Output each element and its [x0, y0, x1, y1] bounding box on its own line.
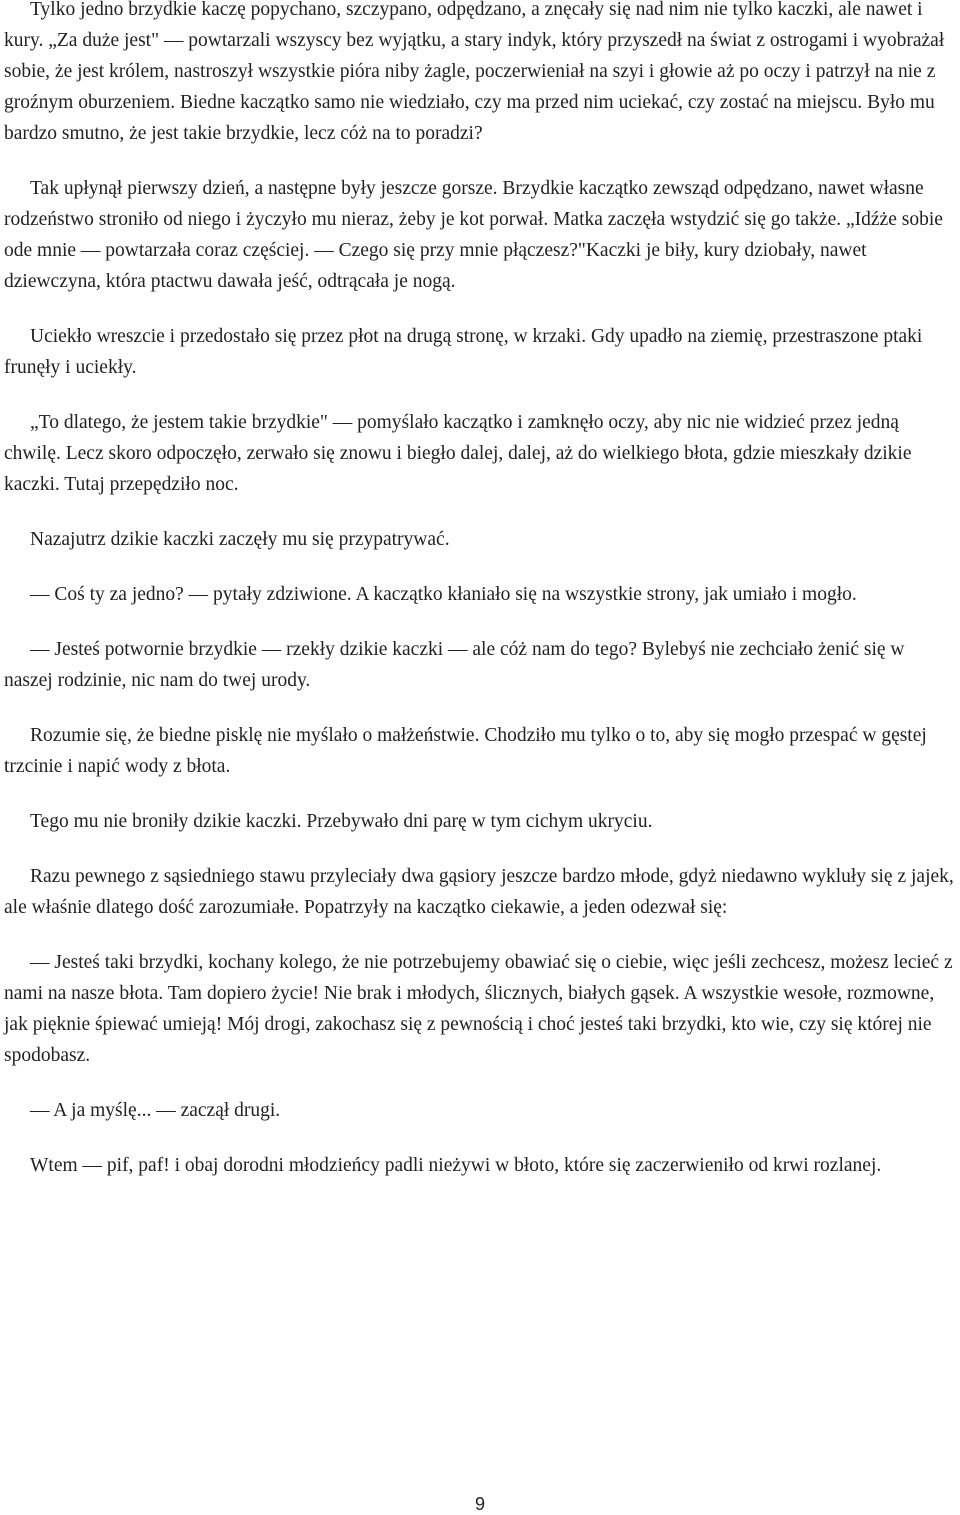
paragraph-3: Uciekło wreszcie i przedostało się przez płot na drugą stronę, w krzaki. Gdy upadło na ziemię, przestraszone ptaki frunęły i uciekły. [4, 326, 923, 378]
paragraph-4: „To dlatego, że jestem takie brzydkie" — pomyślało kaczątko i zamknęło oczy, aby nic nie widzieć przez jedną chwilę. Lecz skoro odpoczęło, zerwało się znowu i biegło dalej, dalej, aż do wielkiego błota, gdzie mieszkały dzikie kaczki. Tutaj przepędziło noc. [4, 412, 912, 495]
document-page [4, 0, 958, 1205]
paragraph-12: — A ja myślę... — zaczął drugi. [30, 1100, 281, 1121]
paragraph-1: Tylko jedno brzydkie kaczę popychano, szczypano, odpędzano, a znęcały się nad nim nie tylko kaczki, ale nawet i kury. „Za duże jest" — powtarzali wszyscy bez wyjątku, a stary indyk, który przyszedł na świat z ostrogami i wyobrażał sobie, że jest królem, nastroszył wszystkie pióra niby żagle, poczerwieniał na szyi i głowie aż po oczy i patrzył na nie z groźnym oburzeniem. Biedne kaczątko samo nie wiedziało, czy ma przed nim uciekać, czy zostać na miejscu. Było mu bardzo smutno, że jest takie brzydkie, lecz cóż na to poradzi? [4, 0, 945, 144]
paragraph-13: Wtem — pif, paf! i obaj dorodni młodzieńcy padli nieżywi w błoto, które się zaczerwieniło od krwi rozlanej. [30, 1155, 882, 1176]
paragraph-11: — Jesteś taki brzydki, kochany kolego, że nie potrzebujemy obawiać się o ciebie, więc jeśli zechcesz, możesz lecieć z nami na nasze błota. Tam dopiero życie! Nie brak i młodych, ślicznych, białych gąsek. A wszystkie wesołe, rozmowne, jak pięknie śpiewać umieją! Mój drogi, zakochasz się z pewnością i choć jesteś taki brzydki, kto wie, czy się której nie spodobasz. [4, 952, 953, 1066]
page-number: 9 [474, 1494, 485, 1514]
paragraph-2: Tak upłynął pierwszy dzień, a następne były jeszcze gorsze. Brzydkie kaczątko zewsząd odpędzano, nawet własne rodzeństwo stroniło od niego i życzyło mu nieraz, żeby je kot porwał. Matka zaczęła wstydzić się go także. „Idźże sobie ode mnie — powtarzała coraz częściej. — Czego się przy mnie płączesz?"Kaczki je biły, kury dziobały, nawet dziewczyna, która ptactwu dawała jeść, odtrącała je nogą. [4, 178, 943, 292]
paragraph-5: Nazajutrz dzikie kaczki zaczęły mu się przypatrywać. [30, 529, 450, 550]
paragraph-7: — Jesteś potwornie brzydkie — rzekły dzikie kaczki — ale cóż nam do tego? Bylebyś nie zechciało żenić się w naszej rodzinie, nic nam do twej urody. [4, 639, 905, 691]
paragraph-10: Razu pewnego z sąsiedniego stawu przyleciały dwa gąsiory jeszcze bardzo młode, gdyż niedawno wykluły się z jajek, ale właśnie dlatego dość zarozumiałe. Popatrzyły na kaczątko ciekawie, a jeden odezwał się: [4, 866, 954, 918]
paragraph-8: Rozumie się, że biedne pisklę nie myślało o małżeństwie. Chodziło mu tylko o to, aby się mogło przespać w gęstej trzcinie i napić wody z błota. [4, 725, 927, 777]
paragraph-6: — Coś ty za jedno? — pytały zdziwione. A kaczątko kłaniało się na wszystkie strony, jak umiało i mogło. [30, 584, 857, 605]
paragraph-9: Tego mu nie broniły dzikie kaczki. Przebywało dni parę w tym cichym ukryciu. [30, 811, 653, 832]
